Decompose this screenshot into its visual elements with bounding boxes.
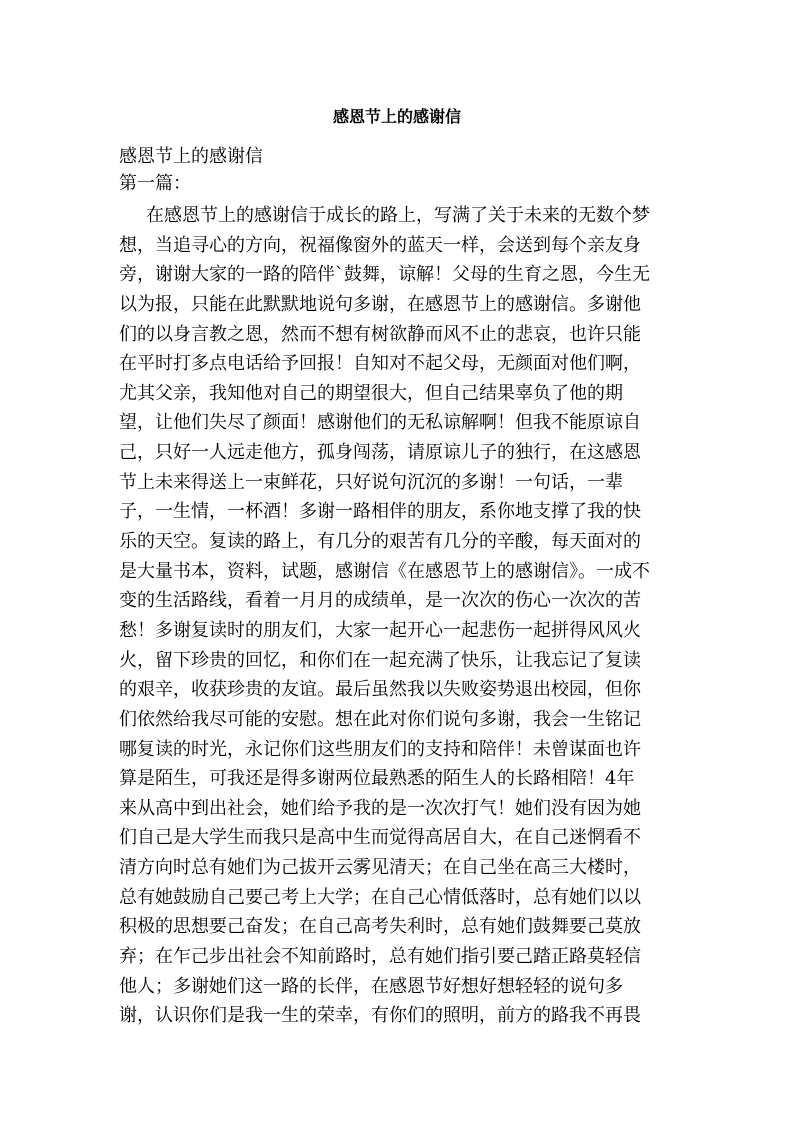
text-line: 在感恩节上的感谢信于成长的路上，写满了关于未来的无数个梦	[146, 205, 650, 226]
text-line: 想，当追寻心的方向，祝福像窗外的蓝天一样，会送到每个亲友身	[119, 234, 641, 256]
text-line: 总有她鼓励自己要己考上大学；在自己心情低落时，总有她们以以	[119, 886, 641, 908]
text-line: 算是陌生，可我还是得多谢两位最熟悉的陌生人的长路相陪！4年	[119, 768, 635, 790]
text-line: 哪复读的时光，永记你们这些朋友们的支持和陪伴！未曾谋面也许	[119, 738, 641, 760]
text-line: 变的生活路线，看着一月月的成绩单，是一次次的伤心一次次的苦	[119, 590, 641, 612]
text-line: 火，留下珍贵的回忆，和你们在一起充满了快乐，让我忘记了复读	[119, 649, 641, 671]
text-line: 旁，谢谢大家的一路的陪伴`鼓舞，谅解！父母的生育之恩，今生无	[119, 264, 650, 286]
text-line: 们自己是大学生而我只是高中生而觉得高居自大，在自己迷惘看不	[119, 827, 641, 849]
text-line: 谢，认识你们是我一生的荣幸，有你们的照明，前方的路我不再畏	[119, 1005, 641, 1027]
text-line: 的艰辛，收获珍贵的友谊。最后虽然我以失败姿势退出校园，但你	[119, 679, 641, 701]
text-line: 望，让他们失尽了颜面！感谢他们的无私谅解啊！但我不能原谅自	[119, 412, 641, 434]
document-subtitle: 感恩节上的感谢信	[119, 146, 263, 167]
text-line: 以为报，只能在此默默地说句多谢，在感恩节上的感谢信。多谢他	[119, 293, 641, 315]
text-line: 弃；在乍己步出社会不知前路时，总有她们指引要己踏正路莫轻信	[119, 946, 641, 968]
text-line: 愁！多谢复读时的朋友们，大家一起开心一起悲伤一起拼得风风火	[119, 619, 641, 641]
text-line: 是大量书本，资料，试题，感谢信《在感恩节上的感谢信》。一成不	[119, 560, 650, 582]
text-line: 尤其父亲，我知他对自己的期望很大，但自己结果辜负了他的期	[119, 382, 623, 404]
text-line: 积极的思想要己奋发；在自己高考失利时，总有她们鼓舞要己莫放	[119, 916, 641, 938]
text-line: 他人；多谢她们这一路的长伴，在感恩节好想好想轻轻的说句多	[119, 975, 623, 997]
text-line: 来从高中到出社会，她们给予我的是一次次打气！她们没有因为她	[119, 797, 641, 819]
text-line: 们依然给我尽可能的安慰。想在此对你们说句多谢，我会一生铭记	[119, 708, 641, 730]
text-line: 己，只好一人远走他方，孤身闯荡，请原谅儿子的独行，在这感恩	[119, 442, 641, 464]
document-title: 感恩节上的感谢信	[332, 107, 461, 126]
text-line: 节上未来得送上一束鲜花，只好说句沉沉的多谢！一句话，一辈	[119, 471, 623, 493]
text-line: 们的以身言教之恩，然而不想有树欲静而风不止的悲哀，也许只能	[119, 323, 641, 345]
section-heading: 第一篇：	[119, 173, 191, 194]
body-text	[119, 201, 679, 1031]
text-line: 清方向时总有她们为己拔开云雾见清天；在自己坐在高三大楼时，	[119, 857, 641, 879]
text-line: 乐的天空。复读的路上，有几分的艰苦有几分的辛酸，每天面对的	[119, 531, 641, 553]
text-line: 子，一生情，一杯酒！多谢一路相伴的朋友，系你地支撑了我的快	[119, 501, 641, 523]
text-line: 在平时打多点电话给予回报！自知对不起父母，无颜面对他们啊，	[119, 353, 641, 375]
